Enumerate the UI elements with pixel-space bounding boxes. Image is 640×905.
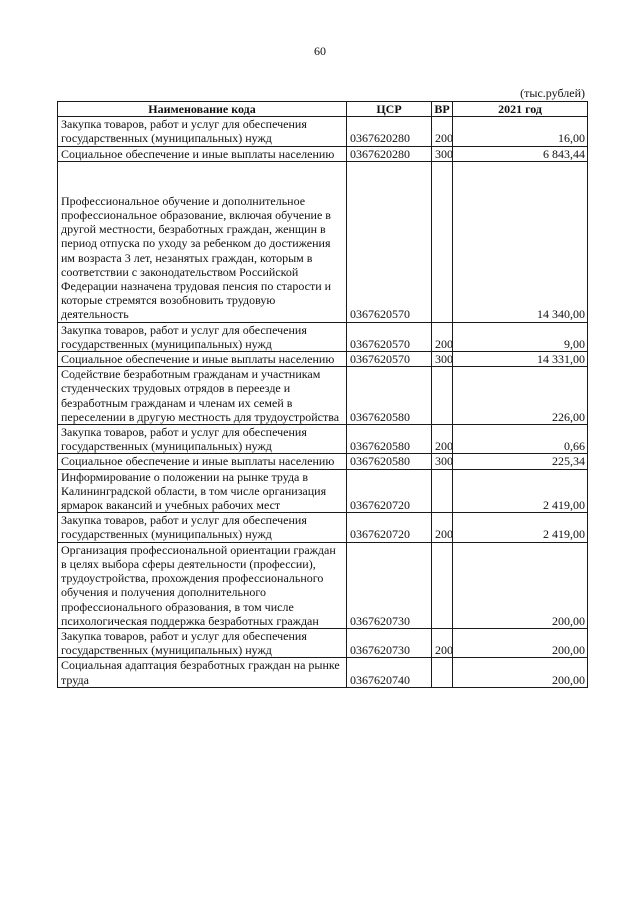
row-vr: 300 [432, 146, 453, 161]
table-row [58, 469, 588, 513]
row-amount: 9,00 [453, 322, 588, 351]
row-name: Закупка товаров, работ и услуг для обеспечения государственных (муниципальных) нужд [58, 425, 347, 454]
row-amount: 226,00 [453, 367, 588, 425]
row-amount: 16,00 [453, 117, 588, 146]
table-row [58, 542, 588, 628]
row-vr [432, 469, 453, 513]
row-amount: 200,00 [453, 542, 588, 628]
row-csr: 0367620570 [347, 352, 432, 367]
row-name: Социальное обеспечение и иные выплаты населению [58, 146, 347, 161]
row-vr [432, 542, 453, 628]
row-name: Закупка товаров, работ и услуг для обеспечения государственных (муниципальных) нужд [58, 322, 347, 351]
row-amount: 14 340,00 [453, 161, 588, 322]
row-csr: 0367620730 [347, 542, 432, 628]
table-row [58, 658, 588, 687]
row-name [58, 161, 347, 322]
header-csr: ЦСР [347, 102, 432, 117]
table-header-row [58, 102, 588, 117]
row-name: Содействие безработным гражданам и участникам студенческих трудовых отрядов в переезде и безработным гражданам и членам их семей в переселении в другую местность для трудоустройства [58, 367, 347, 425]
row-amount: 225,34 [453, 454, 588, 469]
row-vr [432, 367, 453, 425]
row-csr: 0367620580 [347, 425, 432, 454]
row-csr: 0367620280 [347, 146, 432, 161]
page-number: 60 [314, 44, 326, 58]
row-vr [432, 161, 453, 322]
row-vr: 200 [432, 117, 453, 146]
row-name: Закупка товаров, работ и услуг для обеспечения государственных (муниципальных) нужд [58, 513, 347, 542]
row-vr: 300 [432, 454, 453, 469]
row-name: Информирование о положении на рынке труда в Калининградской области, в том числе организация ярмарок вакансий и учебных рабочих мест [58, 469, 347, 513]
row-vr: 300 [432, 352, 453, 367]
table-row [58, 322, 588, 351]
row-amount: 0,66 [453, 425, 588, 454]
row-name: Организация профессиональной ориентации граждан в целях выбора сферы деятельности (профессии), трудоустройства, прохождения профессионального обучения и получения дополнительного профессионального образования, в том числе психологическая поддержка безработных граждан [58, 542, 347, 628]
row-csr: 0367620740 [347, 658, 432, 687]
row-name: Социальное обеспечение и иные выплаты населению [58, 454, 347, 469]
table-row [58, 454, 588, 469]
header-vr: ВР [432, 102, 453, 117]
header-name: Наименование кода [58, 102, 347, 117]
row-csr: 0367620580 [347, 454, 432, 469]
row-csr: 0367620280 [347, 117, 432, 146]
row-name: Социальное обеспечение и иные выплаты населению [58, 352, 347, 367]
row-amount: 6 843,44 [453, 146, 588, 161]
units-label: (тыс.рублей) [520, 86, 585, 100]
row-name: Закупка товаров, работ и услуг для обеспечения государственных (муниципальных) нужд [58, 628, 347, 657]
table-row [58, 146, 588, 161]
row-vr: 200 [432, 513, 453, 542]
row-csr: 0367620720 [347, 469, 432, 513]
row-amount: 14 331,00 [453, 352, 588, 367]
table-row [58, 425, 588, 454]
row-csr: 0367620730 [347, 628, 432, 657]
header-year: 2021 год [453, 102, 588, 117]
table-row [58, 117, 588, 146]
row-name-text: Профессиональное обучение и дополнительное профессиональное образование, включая обучение в другой местности, безработных граждан, женщин в период отпуска по уходу за ребенком до достижения им возраста 3 лет, незанятых граждан, которым в соответствии с законодательством Российской Федерации назначена трудовая пенсия по старости и которые стремятся возобновить трудовую деятельность [61, 193, 332, 322]
row-csr: 0367620720 [347, 513, 432, 542]
table-row [58, 628, 588, 657]
row-vr: 200 [432, 425, 453, 454]
row-csr: 0367620570 [347, 322, 432, 351]
table-row [58, 513, 588, 542]
table-row [58, 161, 588, 322]
budget-table [57, 101, 588, 688]
row-vr: 200 [432, 628, 453, 657]
row-vr: 200 [432, 322, 453, 351]
table-row [58, 367, 588, 425]
row-amount: 2 419,00 [453, 469, 588, 513]
row-amount: 2 419,00 [453, 513, 588, 542]
row-name: Социальная адаптация безработных граждан на рынке труда [58, 658, 347, 687]
row-name: Закупка товаров, работ и услуг для обеспечения государственных (муниципальных) нужд [58, 117, 347, 146]
row-csr: 0367620570 [347, 161, 432, 322]
table-row [58, 352, 588, 367]
row-amount: 200,00 [453, 628, 588, 657]
row-amount: 200,00 [453, 658, 588, 687]
row-vr [432, 658, 453, 687]
row-csr: 0367620580 [347, 367, 432, 425]
